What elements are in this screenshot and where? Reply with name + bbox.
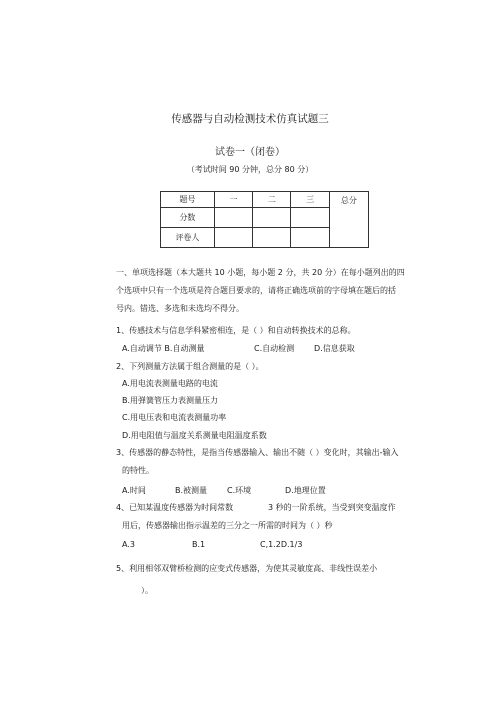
header-part-1: 一	[214, 192, 252, 208]
exam-time-info: （考试时间 90 分钟，总分 80 分）	[186, 165, 314, 174]
grader-cell	[291, 228, 329, 248]
score-cell	[291, 208, 329, 228]
question-3-option: B.被测量	[175, 486, 208, 495]
question-1-option: C.自动检测	[254, 344, 295, 353]
section1-line: 一、单项选择题（本大题共 10 小题，每小题 2 分，共 20 分）在每小题列出的四	[116, 268, 405, 277]
question-2-option: C.用电压表和电流表测量功率	[122, 413, 227, 422]
question-2-option: D.用电阻值与温度关系测量电阻温度系数	[122, 431, 267, 440]
score-cell	[214, 208, 252, 228]
grader-cell	[214, 228, 252, 248]
question-2-stem: 2、下列测量方法属于组合测量的是（ ）。	[116, 362, 264, 371]
row-label-grader: 评卷人	[161, 228, 215, 248]
question-5-stem-cont: ）。	[141, 586, 153, 595]
header-total: 总分	[329, 192, 368, 248]
question-3-option: C.环境	[227, 486, 252, 495]
question-1-stem: 1、传感技术与信息学科紧密相连，是（ ）和自动转换技术的总称。	[116, 326, 356, 335]
question-3-stem: 3、传感器的静态特性，是指当传感器输入、输出不随（ ）变化时，其输出-输入	[116, 448, 399, 457]
question-4-stem-b: 3 秒的一阶系统，当受到突变温度作	[268, 503, 396, 512]
question-4-stem-cont: 用后，传感器输出指示温差的三分之一所需的时间为（ ）秒	[122, 521, 333, 530]
header-part-2: 二	[253, 192, 291, 208]
question-3-option: D.地理位置	[285, 486, 326, 495]
score-cell	[253, 208, 291, 228]
question-1-option: A.自动调节 B.自动测量	[122, 344, 205, 353]
question-4-option: C,1.2D.1/3	[260, 540, 303, 549]
question-3-stem-cont: 的特性。	[122, 466, 154, 475]
header-question-no: 题号	[161, 192, 215, 208]
question-4-stem: 4、已知某温度传感器为时间常数	[116, 503, 234, 512]
section1-line: 号内。错选、多选和未选均不得分。	[116, 304, 244, 313]
section1-line: 个选项中只有一个选项是符合题目要求的，请将正确选项前的字母填在题后的括	[116, 286, 396, 295]
question-3-option: A.时间	[122, 486, 146, 495]
question-5-stem: 5、利用相邻双臂桥检测的应变式传感器，为使其灵敏度高、非线性误差小	[116, 564, 378, 573]
header-part-3: 三	[291, 192, 329, 208]
question-4-option: B.1	[192, 540, 206, 549]
row-label-score: 分数	[161, 208, 215, 228]
exam-subtitle: 试卷一（闭卷）	[215, 147, 285, 158]
question-2-option: A.用电流表测量电路的电流	[122, 379, 218, 388]
exam-title: 传感器与自动检测技术仿真试题三	[171, 113, 329, 125]
question-2-option: B.用弹簧管压力表测量压力	[122, 396, 219, 405]
question-1-option: D.信息获取	[314, 344, 355, 353]
grader-cell	[253, 228, 291, 248]
score-table-header-row	[161, 192, 369, 208]
question-4-option: A.3	[122, 540, 135, 549]
score-table	[160, 191, 369, 248]
